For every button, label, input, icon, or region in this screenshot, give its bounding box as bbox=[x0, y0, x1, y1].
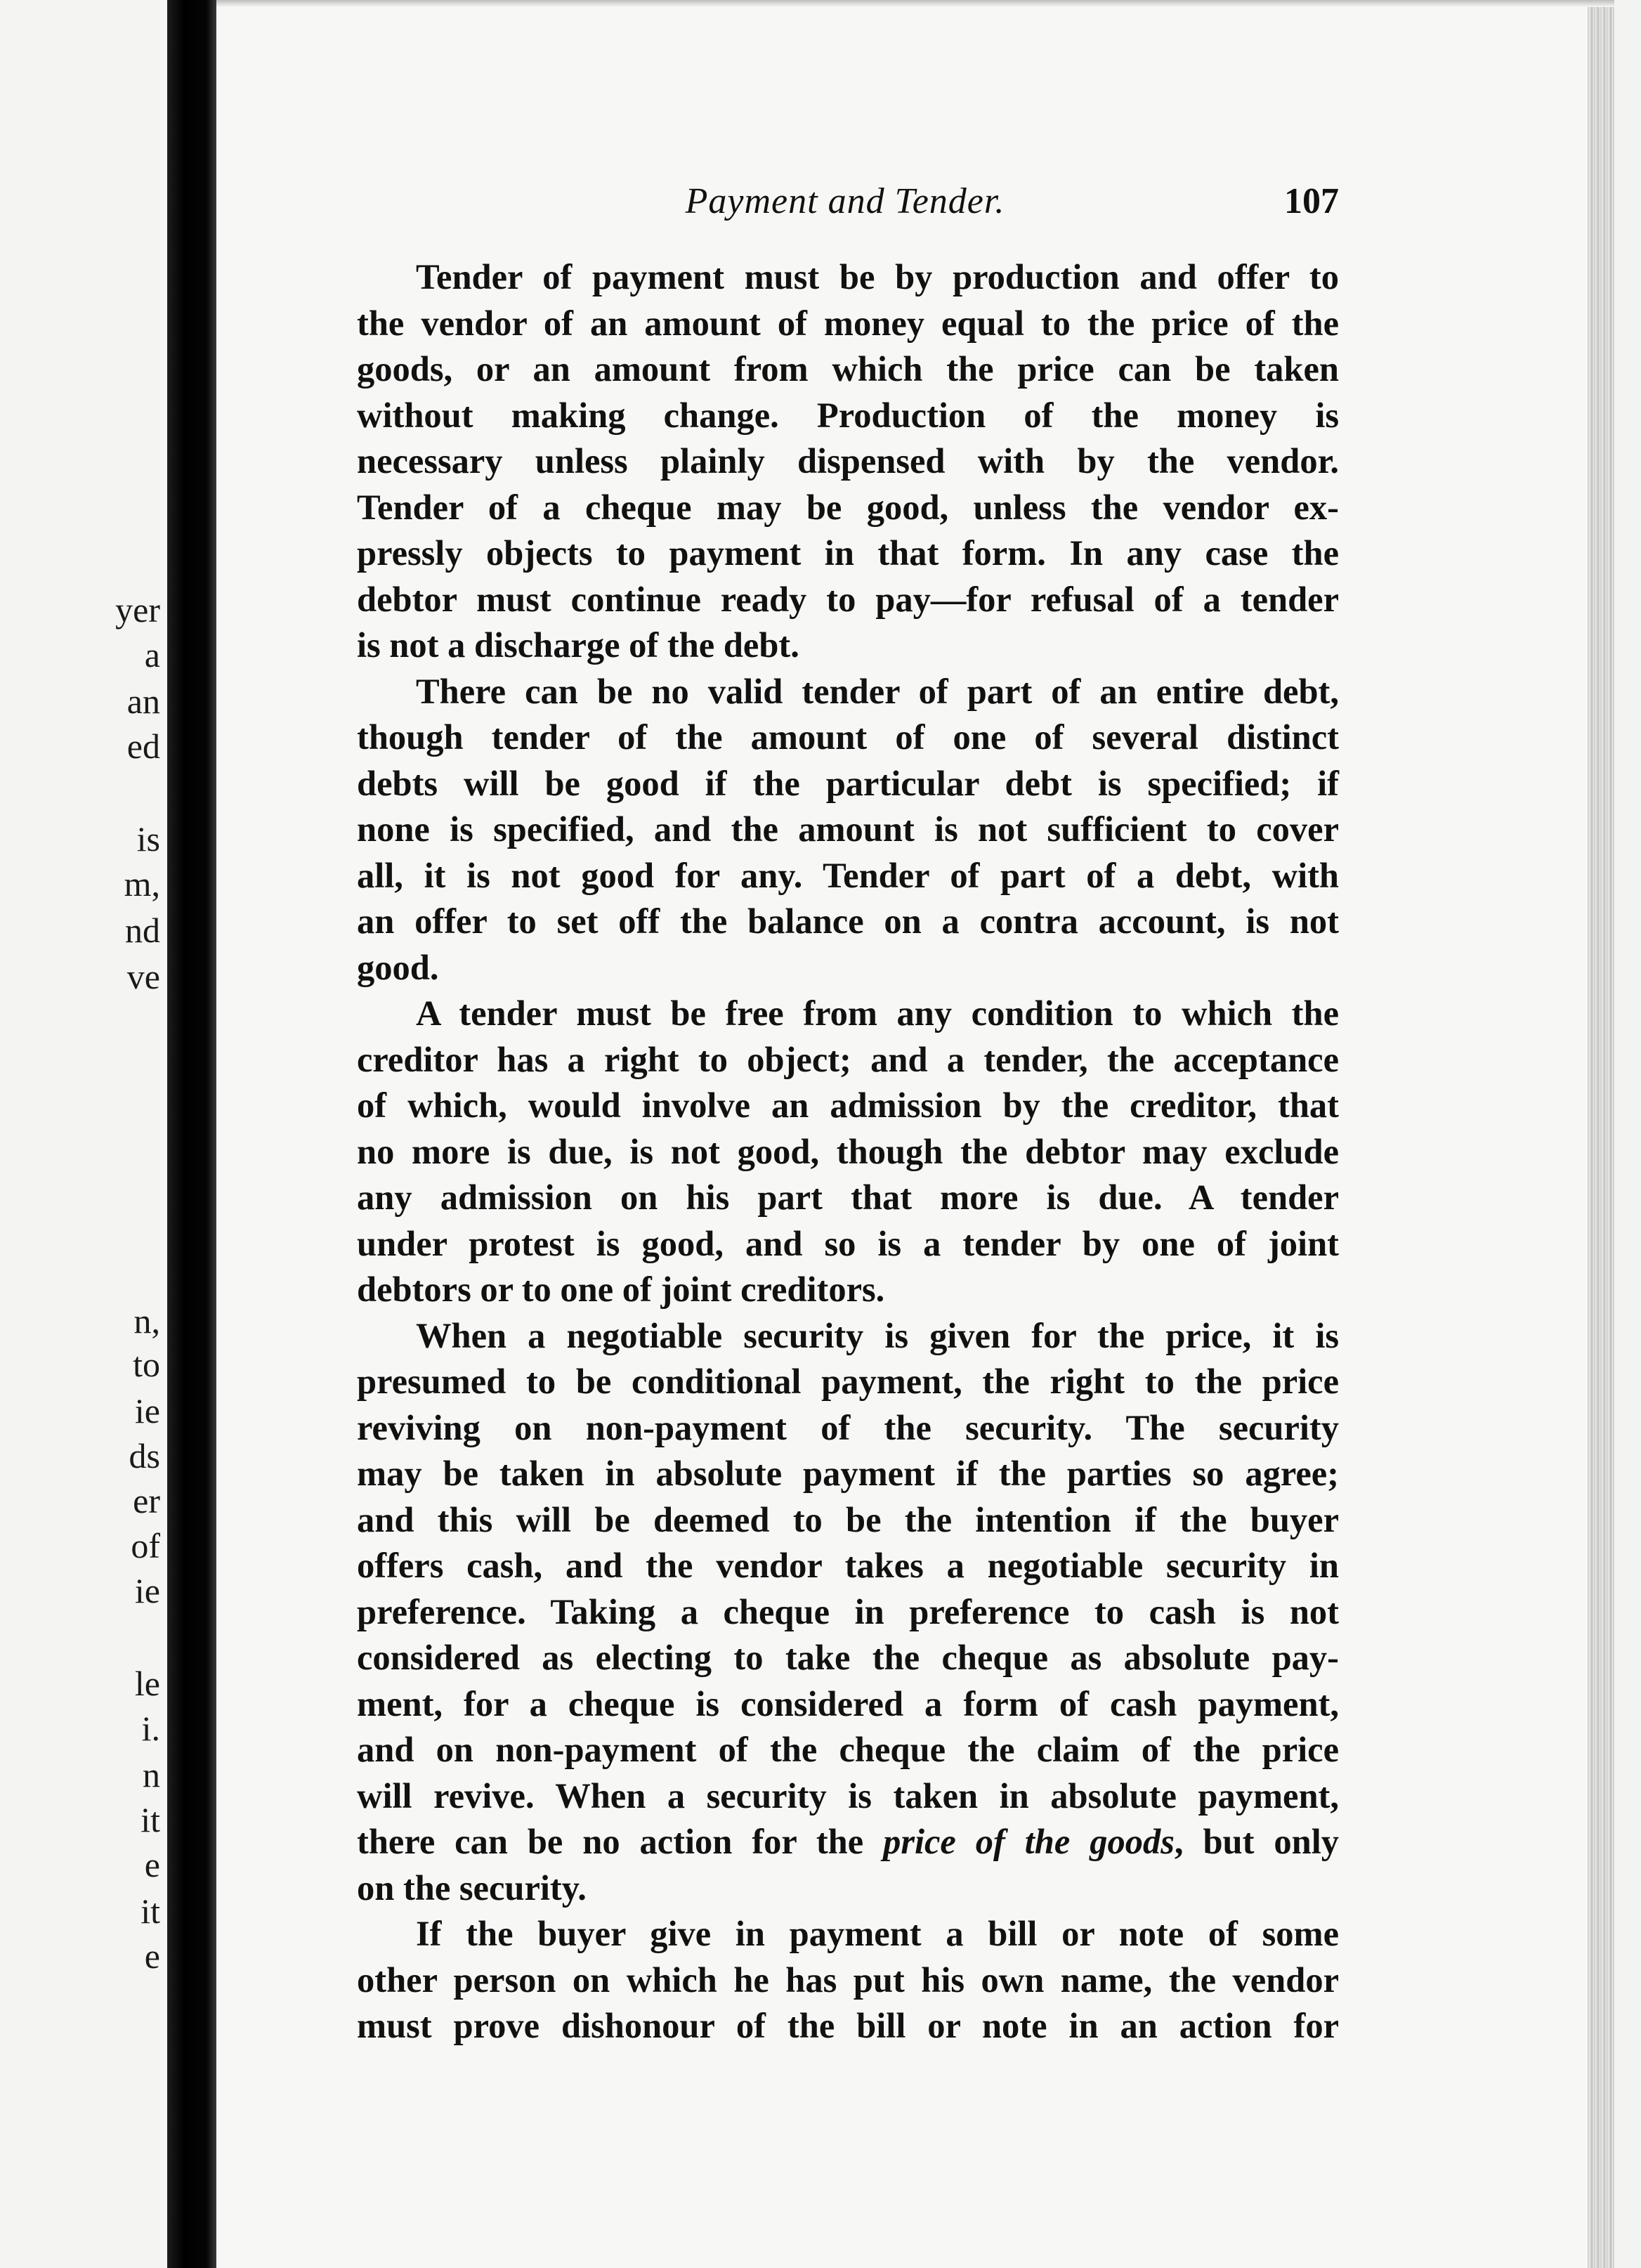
running-title: Payment and Tender. bbox=[685, 181, 1005, 221]
left-page-text-fragment: ie bbox=[134, 1391, 160, 1430]
text-line: under protest is good, and so is a tender by one of joint bbox=[357, 1223, 1339, 1263]
running-head bbox=[351, 177, 1339, 226]
left-page-text-fragment: ed bbox=[126, 726, 160, 766]
text-line: will revive. When a security is taken in absolute payment, bbox=[357, 1775, 1339, 1816]
left-page-text-fragment: e bbox=[144, 1845, 160, 1884]
text-line: on the security. bbox=[357, 1868, 587, 1908]
text-line: good. bbox=[357, 947, 439, 987]
text-line: debtors or to one of joint creditors. bbox=[357, 1270, 885, 1309]
text-line: is not a discharge of the debt. bbox=[357, 625, 799, 665]
left-page-text-fragment: is bbox=[136, 819, 160, 859]
text-line: no more is due, is not good, though the debtor may exclude bbox=[357, 1131, 1339, 1171]
text-line: Tender of payment must be by production and offer to bbox=[416, 257, 1339, 296]
text-line: though tender of the amount of one of several distinct bbox=[357, 717, 1339, 757]
left-page-text-fragment: i. bbox=[141, 1709, 160, 1748]
text-line: debts will be good if the particular debt is specified; if bbox=[357, 763, 1339, 803]
text-line: When a negotiable security is given for the price, it is bbox=[416, 1315, 1339, 1355]
italic-phrase: price of the goods bbox=[883, 1822, 1175, 1861]
left-page-text-fragment: ds bbox=[129, 1436, 160, 1475]
text-line: considered as electing to take the cheque as absolute pay- bbox=[357, 1638, 1339, 1677]
text-line: debtor must continue ready to pay—for refusal of a tender bbox=[357, 579, 1339, 619]
left-page-text-fragment: m, bbox=[124, 864, 160, 904]
paragraph bbox=[357, 1313, 1339, 1912]
text-line: must prove dishonour of the bill or note in an action for bbox=[357, 2006, 1339, 2045]
text-line: there can be no action for the price of the goods, but only bbox=[357, 1822, 1339, 1861]
left-page-text-fragment: a bbox=[144, 635, 160, 674]
text-line: offers cash, and the vendor takes a negotiable security in bbox=[357, 1546, 1339, 1585]
text-line: none is specified, and the amount is not sufficient to cover bbox=[357, 809, 1339, 849]
text-line: necessary unless plainly dispensed with by the vendor. bbox=[357, 441, 1339, 481]
text-line: without making change. Production of the money is bbox=[357, 395, 1339, 435]
text-line: A tender must be free from any condition to which the bbox=[416, 993, 1339, 1033]
text-line: If the buyer give in payment a bill or note of some bbox=[416, 1914, 1339, 1953]
text-line: of which, would involve an admission by the creditor, that bbox=[357, 1086, 1339, 1125]
left-page-text-fragment: n, bbox=[133, 1301, 160, 1341]
left-page-text-fragment: ve bbox=[126, 957, 160, 996]
text-line: goods, or an amount from which the price can be taken bbox=[357, 349, 1339, 389]
paragraph bbox=[357, 991, 1339, 1313]
page-edge bbox=[1588, 0, 1614, 2268]
paragraph bbox=[357, 254, 1339, 669]
text-line: any admission on his part that more is due. A tender bbox=[357, 1178, 1339, 1217]
left-page-text-fragment: of bbox=[131, 1526, 160, 1565]
left-page-text-fragment: le bbox=[134, 1664, 160, 1703]
paragraph bbox=[357, 669, 1339, 991]
text-line: reviving on non-payment of the security. The security bbox=[357, 1407, 1339, 1447]
text-line: and this will be deemed to be the intention if the buyer bbox=[357, 1499, 1339, 1539]
text-line: ment, for a cheque is considered a form of cash payment, bbox=[357, 1683, 1339, 1723]
text-line: other person on which he has put his own name, the vendor bbox=[357, 1960, 1339, 2000]
left-page-text-fragment: ie bbox=[134, 1571, 160, 1610]
body-text bbox=[357, 254, 1339, 2049]
text-line: preference. Taking a cheque in preference to cash is not bbox=[357, 1591, 1339, 1631]
left-page-text-fragment: yer bbox=[115, 590, 160, 630]
left-page-text-fragment: n bbox=[143, 1755, 160, 1794]
text-line: creditor has a right to object; and a tender, the acceptance bbox=[357, 1039, 1339, 1079]
text-line: There can be no valid tender of part of an entire debt, bbox=[416, 671, 1339, 711]
previous-page-fragment bbox=[0, 0, 169, 2268]
left-page-text-fragment: it bbox=[140, 1891, 160, 1931]
left-page-text-fragment: to bbox=[133, 1345, 160, 1384]
text-line: the vendor of an amount of money equal to the price of the bbox=[357, 303, 1339, 343]
text-line: Tender of a cheque may be good, unless the vendor ex- bbox=[357, 487, 1339, 527]
text-line: pressly objects to payment in that form. In any case the bbox=[357, 533, 1339, 573]
paragraph bbox=[357, 1911, 1339, 2049]
left-page-text-fragment: er bbox=[133, 1481, 160, 1520]
text-line: and on non-payment of the cheque the claim of the price bbox=[357, 1730, 1339, 1769]
book-binding-gutter bbox=[167, 0, 216, 2268]
page-number: 107 bbox=[1284, 181, 1339, 221]
left-page-text-fragment: it bbox=[140, 1800, 160, 1839]
page-top-edge bbox=[216, 0, 1614, 7]
left-page-text-fragment: an bbox=[126, 682, 160, 721]
text-line: may be taken in absolute payment if the parties so agree; bbox=[357, 1454, 1339, 1493]
left-page-text-fragment: e bbox=[144, 1936, 160, 1976]
left-page-text-fragment: nd bbox=[125, 911, 160, 950]
text-line: all, it is not good for any. Tender of part of a debt, with bbox=[357, 855, 1339, 895]
text-line: an offer to set off the balance on a contra account, is not bbox=[357, 901, 1339, 941]
text-line: presumed to be conditional payment, the right to the price bbox=[357, 1362, 1339, 1401]
